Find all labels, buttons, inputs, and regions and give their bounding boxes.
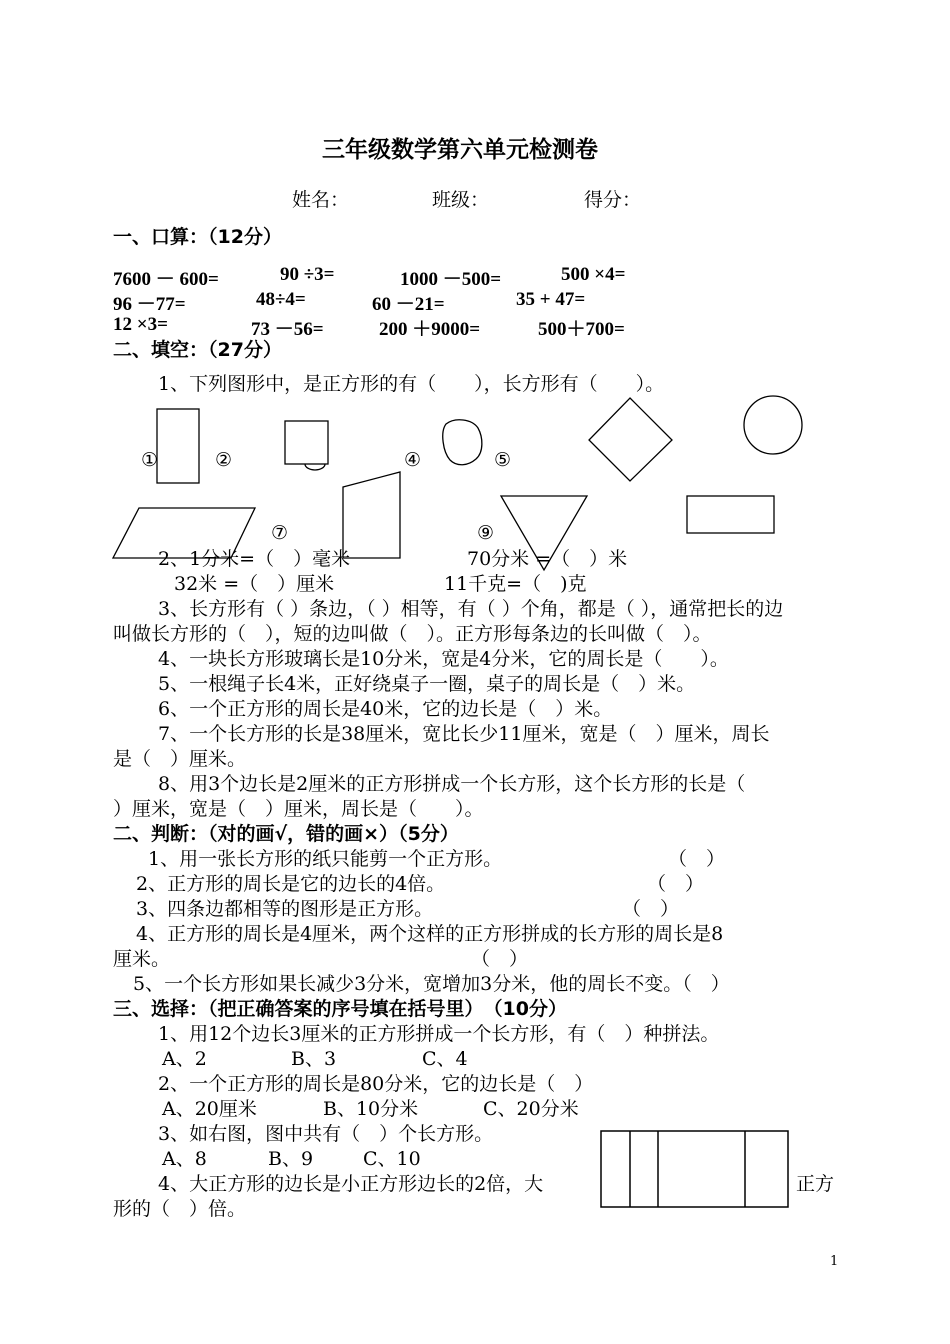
calc-item: 500 ×4= xyxy=(561,264,626,285)
page-title: 三年级数学第六单元检测卷 xyxy=(322,137,598,163)
choice-q2: 2、一个正方形的周长是80分米，它的边长是（ ） xyxy=(158,1073,594,1095)
name-label: 姓名： xyxy=(292,189,350,211)
shape-label: ⑤ xyxy=(494,449,512,471)
section-fill-heading: 二、填空：（27分） xyxy=(113,339,282,361)
fill-q2d: 11千克=（ )克 xyxy=(444,573,587,595)
shape-circle xyxy=(744,396,802,454)
choice-q3-option: C、10 xyxy=(363,1148,421,1170)
shape-wide-rectangle xyxy=(687,496,774,533)
choice-q1-option: B、3 xyxy=(291,1048,337,1070)
choice-q2-option: C、20分米 xyxy=(483,1098,579,1120)
fill-q8b: ）厘米，宽是（ ）厘米，周长是（ ）。 xyxy=(113,798,484,820)
judge-q4a: 4、正方形的周长是4厘米，两个这样的正方形拼成的长方形的周长是8 xyxy=(136,923,724,945)
calc-item: 200 ＋9000= xyxy=(379,319,481,340)
calc-item: 73 －56= xyxy=(251,319,324,340)
class-label: 班级： xyxy=(432,189,490,211)
section-choice-heading: 三、选择：（把正确答案的序号填在括号里） （10分） xyxy=(113,998,567,1020)
choice-q1-option: C、4 xyxy=(422,1048,468,1070)
judge-q4-paren: （ ） xyxy=(471,948,529,970)
choice-q4b: 形的（ ）倍。 xyxy=(113,1198,247,1220)
shape-label: ② xyxy=(215,449,233,471)
shape-label: ⑨ xyxy=(477,522,495,544)
calc-item: 96 －77= xyxy=(113,294,186,315)
choice-q1-option: A、2 xyxy=(162,1048,207,1070)
fill-q4: 4、一块长方形玻璃长是10分米，宽是4分米，它的周长是（ ）。 xyxy=(158,648,729,670)
judge-q1-paren: （ ） xyxy=(668,848,726,870)
fill-q6: 6、一个正方形的周长是40米，它的边长是（ ）米。 xyxy=(158,698,613,720)
calc-item: 500＋700= xyxy=(538,319,625,340)
choice-figure-outer xyxy=(601,1131,788,1207)
shape-label: ① xyxy=(141,449,159,471)
judge-q2-paren: （ ） xyxy=(647,873,705,895)
fill-q3a: 3、长方形有（ ）条边，（ ）相等，有（ ）个角，都是（ ），通常把长的边 xyxy=(158,598,784,620)
choice-q3: 3、如右图，图中共有（ ）个长方形。 xyxy=(158,1123,494,1145)
shape-3-square xyxy=(285,421,328,464)
judge-q3-paren: （ ） xyxy=(622,898,680,920)
fill-q5: 5、一根绳子长4米，正好绕桌子一圈，桌子的周长是（ ）米。 xyxy=(158,673,696,695)
fill-q3b: 叫做长方形的（ ），短的边叫做（ ）。正方形每条边的长叫做（ ）。 xyxy=(113,623,712,645)
judge-q5: 5、一个长方形如果长减少3分米，宽增加3分米，他的周长不变。（ ） xyxy=(133,973,730,995)
judge-q3: 3、四条边都相等的图形是正方形。 xyxy=(136,898,434,920)
shape-blob xyxy=(443,420,482,465)
calc-item: 1000 －500= xyxy=(400,269,502,290)
fill-q8a: 8、用3个边长是2厘米的正方形拼成一个长方形，这个长方形的长是（ xyxy=(158,773,746,795)
shape-diamond xyxy=(589,398,672,481)
choice-q4-right: 正方 xyxy=(796,1173,835,1195)
calc-item: 60 －21= xyxy=(372,294,445,315)
choice-q3-option: A、8 xyxy=(162,1148,207,1170)
calc-item: 48÷4= xyxy=(256,289,306,310)
calc-item: 35 + 47= xyxy=(516,289,586,310)
choice-q1: 1、用12个边长3厘米的正方形拼成一个长方形，有（ ）种拼法。 xyxy=(158,1023,720,1045)
fill-q7a: 7、一个长方形的长是38厘米，宽比长少11厘米，宽是（ ）厘米，周长 xyxy=(158,723,770,745)
section-mental-math-heading: 一、口算：（12分） xyxy=(113,226,282,248)
choice-q3-option: B、9 xyxy=(268,1148,314,1170)
shape-trapezoid xyxy=(343,472,400,558)
shape-arc xyxy=(305,464,325,470)
score-label: 得分： xyxy=(584,189,642,211)
shape-label: ⑦ xyxy=(271,522,289,544)
judge-q4b: 厘米。 xyxy=(113,948,171,970)
fill-q2b: 70分米 =（ ）米 xyxy=(467,548,628,570)
choice-q2-option: A、20厘米 xyxy=(162,1098,257,1120)
calc-item: 7600 － 600= xyxy=(113,269,219,290)
shape-1-tall-rectangle xyxy=(157,409,199,483)
choice-q4a: 4、大正方形的边长是小正方形边长的2倍，大 xyxy=(158,1173,544,1195)
page-number: 1 xyxy=(830,1254,839,1269)
fill-q7b: 是（ ）厘米。 xyxy=(113,748,247,770)
fill-q2a: 2、1分米=（ ）毫米 xyxy=(158,548,351,570)
choice-q2-option: B、10分米 xyxy=(323,1098,419,1120)
shape-label: ④ xyxy=(404,449,422,471)
judge-q2: 2、正方形的周长是它的边长的4倍。 xyxy=(136,873,446,895)
fill-q2c: 32米 =（ ）厘米 xyxy=(174,573,335,595)
fill-q1: 1、下列图形中，是正方形的有（ ），长方形有（ ）。 xyxy=(158,373,665,395)
judge-q1: 1、用一张长方形的纸只能剪一个正方形。 xyxy=(148,848,503,870)
calc-item: 90 ÷3= xyxy=(280,264,335,285)
section-judge-heading: 二、判断：（对的画√，错的画×）（5分） xyxy=(113,823,459,845)
calc-item: 12 ×3= xyxy=(113,314,168,335)
